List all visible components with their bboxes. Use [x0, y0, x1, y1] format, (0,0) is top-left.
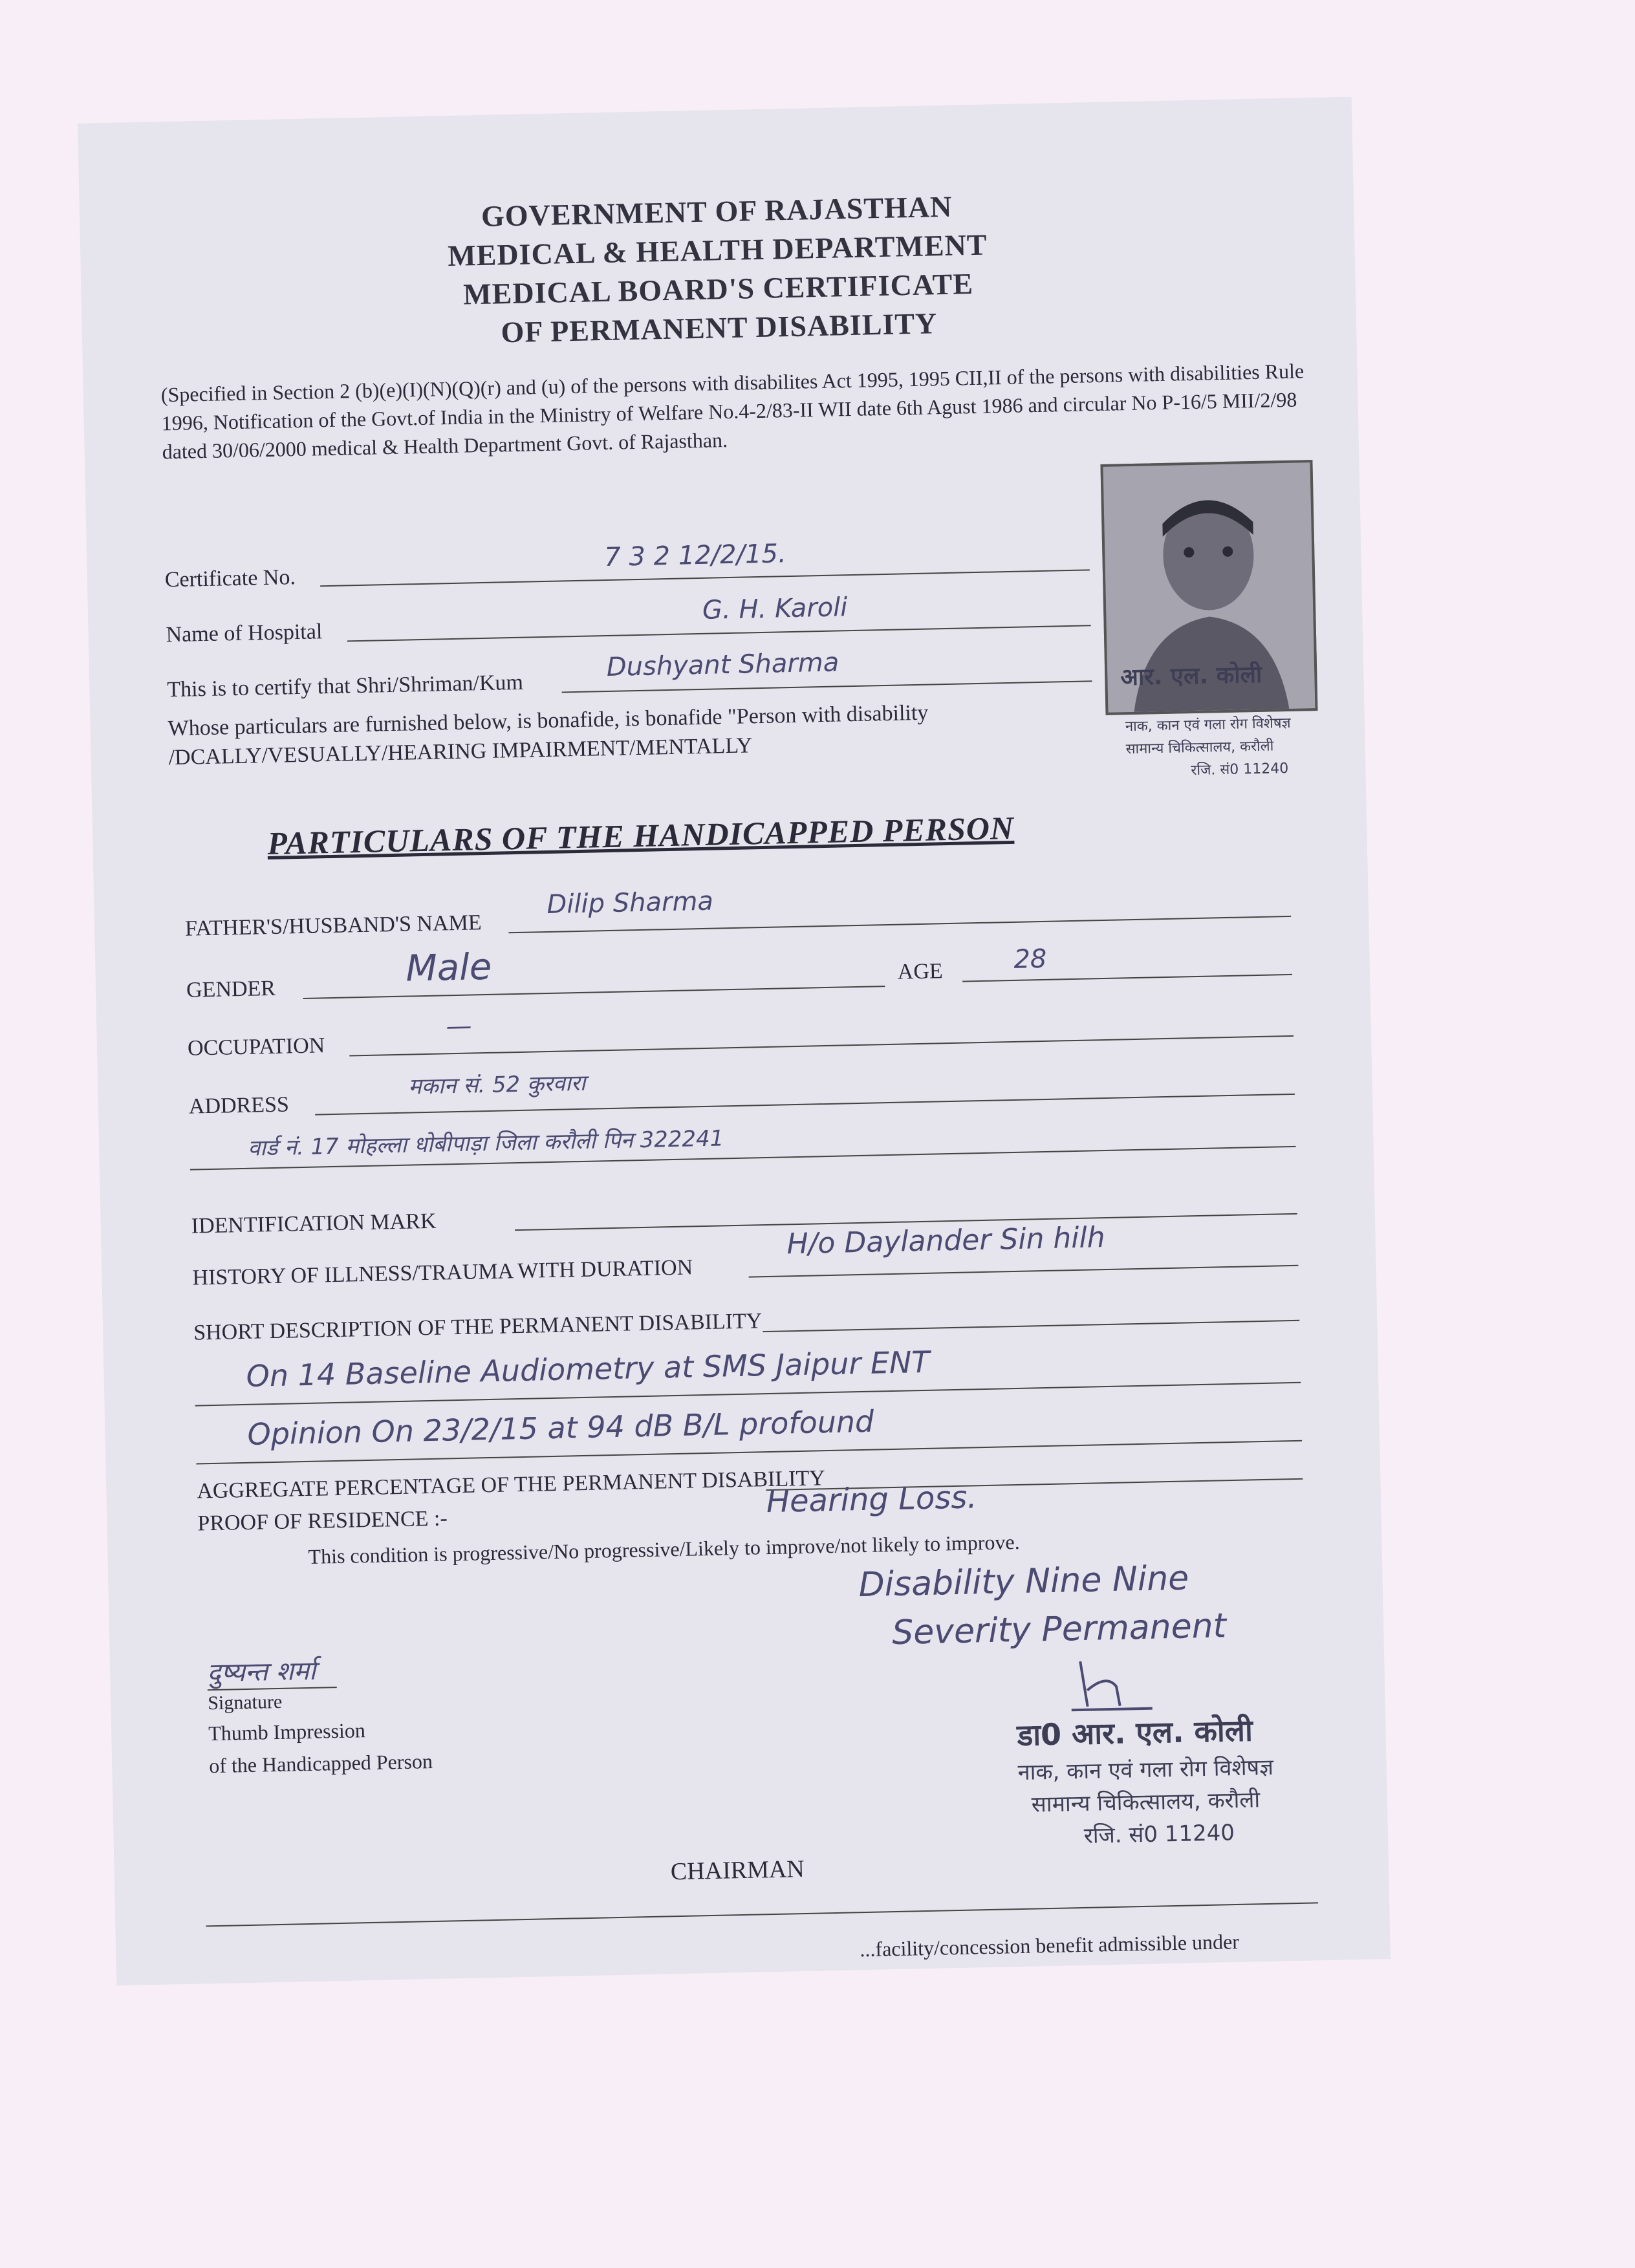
doctor-initial-mark [1067, 1653, 1159, 1713]
footer-text: ...facility/concession benefit admissible under [860, 1929, 1240, 1961]
remark-line-2: Severity Permanent [891, 1606, 1227, 1653]
occupation-line [349, 1035, 1294, 1057]
hospital-line [347, 625, 1091, 642]
doctor-stamp-name: डा0 आर. एल. कोली [1017, 1712, 1253, 1753]
gender-value: Male [405, 945, 492, 990]
proof-label: PROOF OF RESIDENCE :- [197, 1506, 448, 1536]
short-desc-line-0 [763, 1320, 1299, 1332]
condition-text: This condition is progressive/No progressive/Likely to improve/not likely to improve. [308, 1529, 1020, 1568]
heading-line-1: GOVERNMENT OF RAJASTHAN [481, 189, 953, 233]
short-desc-label: SHORT DESCRIPTION OF THE PERMANENT DISABILITY [193, 1309, 763, 1345]
handicapped-person-label: of the Handicapped Person [208, 1749, 433, 1778]
doctor-stamp-line-1: नाक, कान एवं गला रोग विशेषज्ञ [1017, 1754, 1274, 1786]
certify-label: This is to certify that Shri/Shriman/Kum [167, 670, 524, 702]
photo-stamp-line-1: नाक, कान एवं गला रोग विशेषज्ञ [1125, 715, 1291, 735]
address-label: ADDRESS [188, 1092, 290, 1119]
heading-line-3: MEDICAL BOARD'S CERTIFICATE [462, 267, 974, 311]
hospital-label: Name of Hospital [166, 620, 323, 647]
chairman-line [206, 1902, 1318, 1927]
dcally-text: /DCALLY/VESUALLY/HEARING IMPAIRMENT/MENTALLY [168, 733, 753, 770]
address-value-line-1: मकान सं. 52 कुरवारा [407, 1070, 586, 1100]
doctor-stamp-line-3: रजि. सं0 11240 [1083, 1820, 1235, 1849]
applicant-signature: दुष्यन्त शर्मा [206, 1656, 316, 1689]
thumb-impression-label: Thumb Impression [208, 1718, 366, 1745]
aggregate-value: Hearing Loss. [766, 1479, 978, 1520]
gender-line [303, 986, 885, 999]
certify-line [562, 680, 1092, 693]
occupation-value: — [445, 1011, 472, 1042]
history-value: H/o Daylander Sin hilh [786, 1221, 1106, 1261]
certificate-sheet [78, 97, 1391, 1986]
father-line [508, 916, 1291, 933]
chairman-label: CHAIRMAN [670, 1855, 805, 1886]
doctor-stamp-line-2: सामान्य चिकित्सालय, करौली [1031, 1787, 1261, 1818]
intro-paragraph: (Specified in Section 2 (b)(e)(I)(N)(Q)(r) and (u) of the persons with disabilites Act 1995, 1995 CII,II of the persons with disabilities Rule 1996, Notification of the Govt.of India in the Ministry of Welfare No.4-2/83-II WII date 6th Agust 1986 and circular No P-16/5 MII/2/98 dated 30/06/2000 medical & Health Department Govt. of Rajasthan. [160, 359, 1305, 464]
particulars-title: PARTICULARS OF THE HANDICAPPED PERSON [266, 809, 1015, 862]
age-label: AGE [897, 959, 944, 984]
father-label: FATHER'S/HUSBAND'S NAME [184, 911, 482, 941]
heading-line-2: MEDICAL & HEALTH DEPARTMENT [447, 228, 988, 272]
age-value: 28 [1013, 944, 1047, 975]
whose-text: Whose particulars are furnished below, is bonafide, is bonafide "Person with disability [168, 700, 929, 741]
photo-stamp-line-2: सामान्य चिकित्सालय, करौली [1125, 738, 1274, 758]
address-value-line-2: वार्ड नं. 17 मोहल्ला धोबीपाड़ा जिला करौली पिन 322241 [247, 1125, 724, 1161]
certificate-no-line [320, 569, 1090, 587]
heading-line-4: OF PERMANENT DISABILITY [501, 307, 938, 349]
certificate-no-label: Certificate No. [164, 565, 296, 592]
certificate-no-value: 7 3 2 12/2/15. [603, 539, 787, 573]
hospital-value: G. H. Karoli [702, 592, 848, 625]
photo-stamp-line-3: रजि. सं0 11240 [1191, 760, 1289, 779]
age-line [962, 974, 1292, 982]
gender-label: GENDER [186, 976, 276, 1002]
certify-value: Dushyant Sharma [606, 647, 839, 682]
history-line [749, 1265, 1299, 1278]
remark-line-1: Disability Nine Nine [858, 1559, 1189, 1605]
father-value: Dilip Sharma [547, 886, 714, 920]
history-label: HISTORY OF ILLNESS/TRAUMA WITH DURATION [192, 1255, 693, 1290]
signature-label: Signature [207, 1690, 283, 1714]
occupation-label: OCCUPATION [187, 1033, 325, 1061]
aggregate-label: AGGREGATE PERCENTAGE OF THE PERMANENT DISABILITY [197, 1466, 826, 1504]
short-desc-value-line-2: Opinion On 23/2/15 at 94 dB B/L profound [247, 1403, 874, 1452]
identification-label: IDENTIFICATION MARK [191, 1209, 437, 1238]
applicant-photo [1100, 460, 1317, 715]
short-desc-value-line-1: On 14 Baseline Audiometry at SMS Jaipur ENT [246, 1344, 931, 1394]
photo-stamp-name: आर. एल. कोली [1120, 661, 1262, 691]
